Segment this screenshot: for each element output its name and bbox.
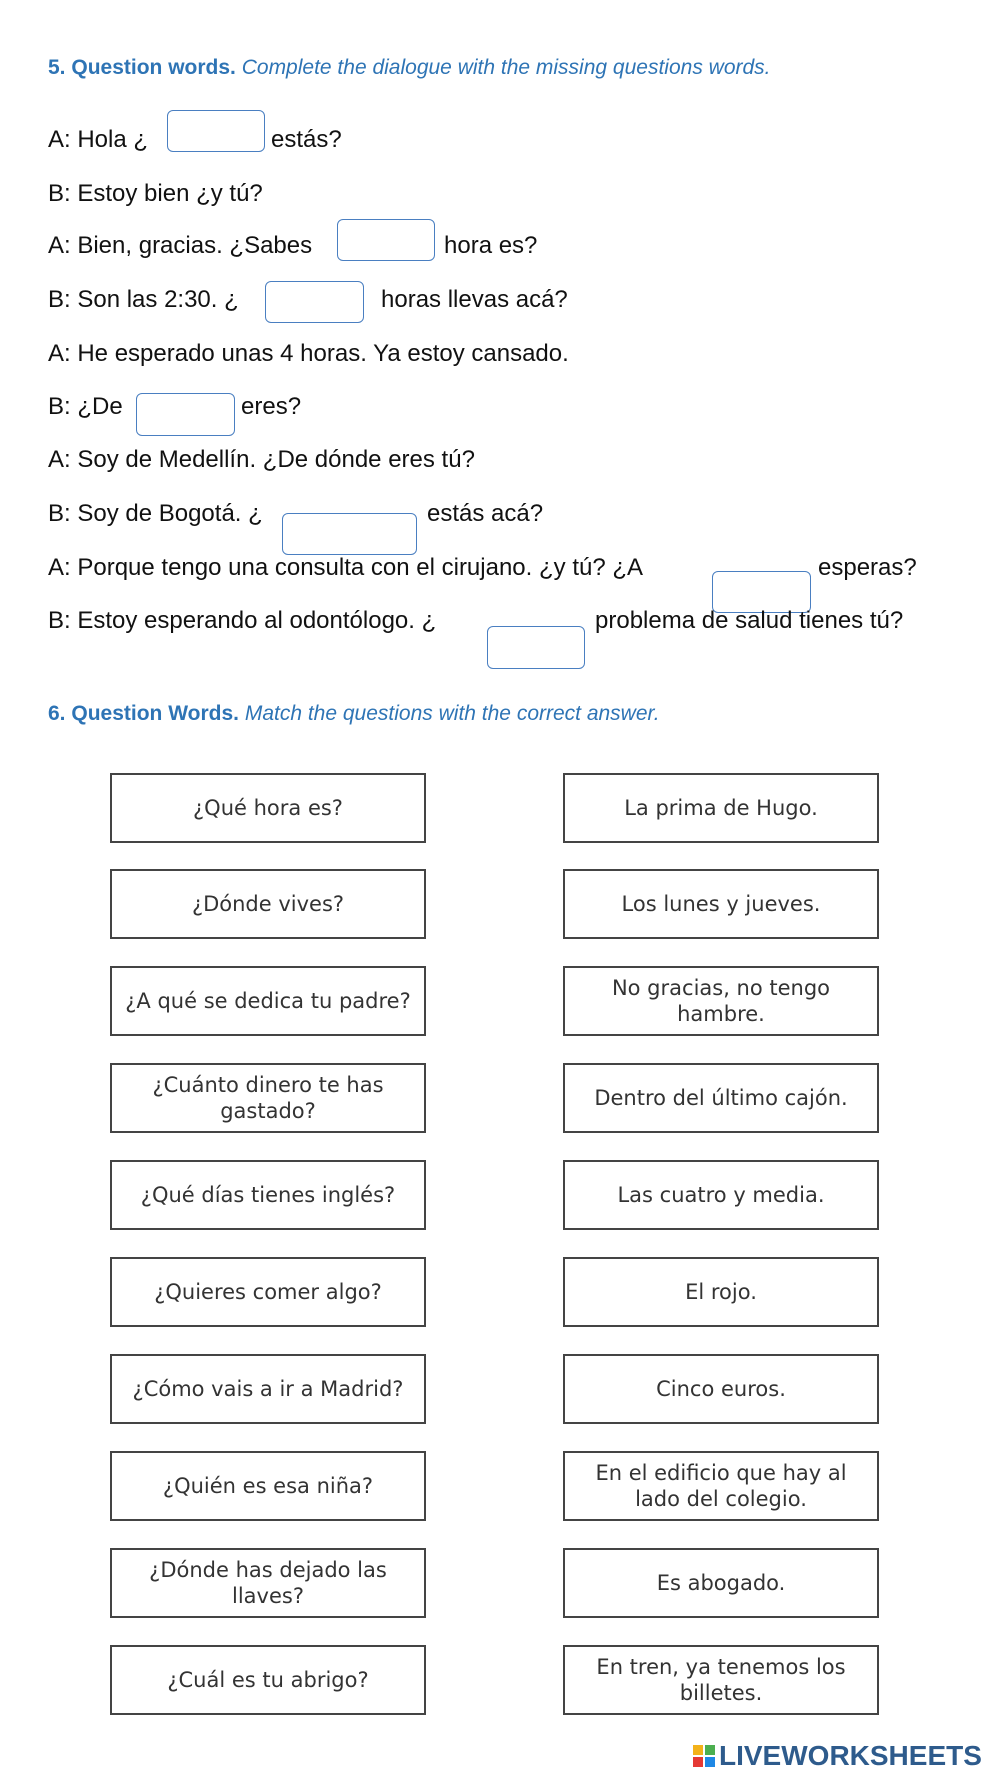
dialogue-text: B: Soy de Bogotá. ¿ <box>48 500 263 527</box>
section-6-heading <box>48 702 660 726</box>
section-5-number: 5. <box>48 56 66 79</box>
answer-box[interactable]: Es abogado. <box>563 1548 879 1618</box>
question-box[interactable]: ¿Qué días tienes inglés? <box>110 1160 426 1230</box>
dialogue-line-cont <box>241 393 301 421</box>
answer-blank-3[interactable] <box>265 281 364 323</box>
question-box[interactable]: ¿Cuánto dinero te has gastado? <box>110 1063 426 1133</box>
dialogue-text: eres? <box>241 393 302 420</box>
answer-box[interactable]: En el edificio que hay al lado del colegio. <box>563 1451 879 1521</box>
dialogue-line <box>48 180 263 208</box>
dialogue-text: B: Estoy esperando al odontólogo. ¿ <box>48 607 437 634</box>
answer-blank-1[interactable] <box>167 110 265 152</box>
answer-box[interactable]: En tren, ya tenemos los billetes. <box>563 1645 879 1715</box>
liveworksheets-logo <box>693 1740 982 1772</box>
answer-box[interactable]: El rojo. <box>563 1257 879 1327</box>
liveworksheets-logo-icon <box>693 1745 715 1767</box>
dialogue-text: A: Porque tengo una consulta con el cirujano. ¿y tú? ¿A <box>48 554 644 581</box>
dialogue-text: A: He esperado unas 4 horas. Ya estoy cansado. <box>48 340 569 367</box>
dialogue-text: B: ¿De <box>48 393 123 420</box>
answer-blank-4[interactable] <box>136 393 235 436</box>
dialogue-line <box>48 554 643 582</box>
dialogue-line-cont <box>818 554 917 582</box>
dialogue-text: B: Estoy bien ¿y tú? <box>48 180 263 207</box>
dialogue-text: horas llevas acá? <box>381 286 568 313</box>
dialogue-line <box>48 126 148 154</box>
section-5-heading <box>48 56 771 80</box>
dialogue-line-cont <box>271 126 342 154</box>
answer-box[interactable]: Las cuatro y media. <box>563 1160 879 1230</box>
dialogue-line-cont <box>595 607 903 635</box>
dialogue-line <box>48 232 312 260</box>
question-box[interactable]: ¿Cómo vais a ir a Madrid? <box>110 1354 426 1424</box>
dialogue-line <box>48 393 123 421</box>
section-5-title: Question words. <box>71 56 236 79</box>
dialogue-text: esperas? <box>818 554 917 581</box>
question-box[interactable]: ¿Cuál es tu abrigo? <box>110 1645 426 1715</box>
dialogue-text: estás acá? <box>427 500 544 527</box>
dialogue-text: estás? <box>271 126 342 153</box>
answer-box[interactable]: No gracias, no tengo hambre. <box>563 966 879 1036</box>
dialogue-line-cont <box>444 232 537 260</box>
answer-box[interactable]: Dentro del último cajón. <box>563 1063 879 1133</box>
answer-blank-2[interactable] <box>337 219 435 261</box>
dialogue-line <box>48 607 436 635</box>
section-6-title: Question Words. <box>71 702 239 725</box>
section-6-number: 6. <box>48 702 66 725</box>
dialogue-text: A: Bien, gracias. ¿Sabes <box>48 232 313 259</box>
dialogue-text: A: Soy de Medellín. ¿De dónde eres tú? <box>48 446 475 473</box>
question-box[interactable]: ¿Quieres comer algo? <box>110 1257 426 1327</box>
dialogue-line-cont <box>427 500 543 528</box>
dialogue-text: A: Hola ¿ <box>48 126 149 153</box>
question-box[interactable]: ¿Qué hora es? <box>110 773 426 843</box>
answer-blank-7[interactable] <box>487 626 585 669</box>
dialogue-text: B: Son las 2:30. ¿ <box>48 286 239 313</box>
dialogue-line <box>48 340 569 368</box>
question-box[interactable]: ¿Dónde vives? <box>110 869 426 939</box>
logo-text: LIVEWORKSHEETS <box>719 1740 982 1771</box>
dialogue-line-cont <box>381 286 568 314</box>
dialogue-line <box>48 446 475 474</box>
dialogue-line <box>48 286 239 314</box>
dialogue-text: hora es? <box>444 232 538 259</box>
question-box[interactable]: ¿Dónde has dejado las llaves? <box>110 1548 426 1618</box>
question-box[interactable]: ¿Quién es esa niña? <box>110 1451 426 1521</box>
dialogue-line <box>48 500 263 528</box>
question-box[interactable]: ¿A qué se dedica tu padre? <box>110 966 426 1036</box>
answer-box[interactable]: Cinco euros. <box>563 1354 879 1424</box>
section-5-instruction: Complete the dialogue with the missing questions words. <box>241 56 771 79</box>
answer-box[interactable]: La prima de Hugo. <box>563 773 879 843</box>
section-6-instruction: Match the questions with the correct answer. <box>244 702 660 725</box>
dialogue-text: problema de salud tienes tú? <box>595 607 904 634</box>
answer-blank-5[interactable] <box>282 513 417 555</box>
answer-box[interactable]: Los lunes y jueves. <box>563 869 879 939</box>
